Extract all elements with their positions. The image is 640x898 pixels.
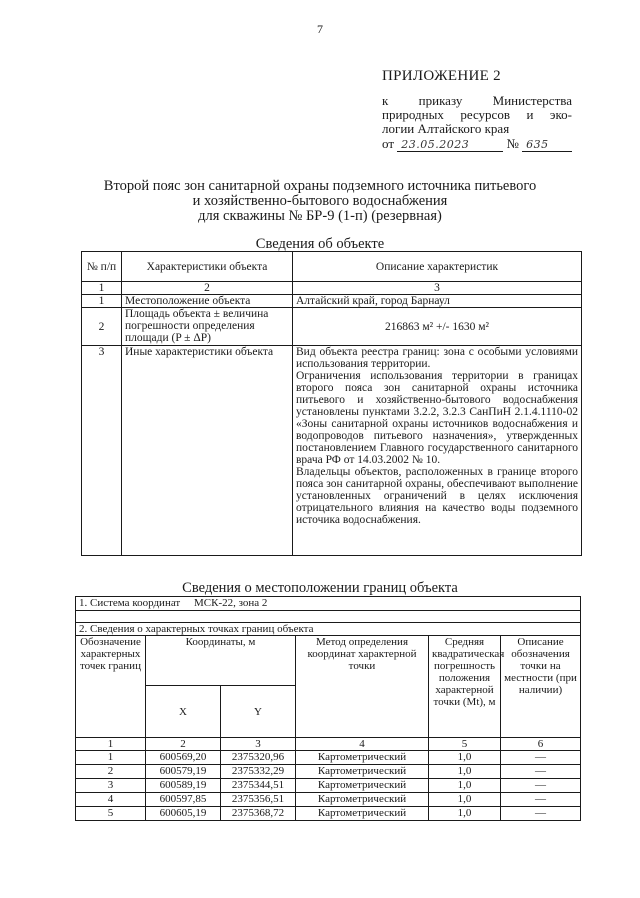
coord-x: 600605,19 [146, 807, 221, 821]
coordinate-system-row [76, 597, 581, 611]
method: Картометрический [296, 751, 429, 765]
method: Картометрический [296, 765, 429, 779]
point-number: 3 [76, 779, 146, 793]
coord-y: 2375332,29 [221, 765, 296, 779]
title-line: Второй пояс зон санитарной охраны подземного источника питьевого [103, 178, 537, 194]
table-row [82, 308, 582, 346]
order-line: логии Алтайского края [382, 121, 510, 136]
column-number: 1 [82, 282, 122, 295]
characteristic-value: 216863 м² +/- 1630 м² [293, 308, 582, 346]
handwritten-date: 23.05.2023 [397, 138, 503, 152]
table-row [76, 779, 581, 793]
description-paragraph: Ограничения использования территории в границах второго пояса зон санитарной охраны источника питьевого и хозяйственно-бытового водоснабжения установлены пунктами 3.2.2, 3.2.3 СанПиН 2.1.4.1110-02 «Зоны санитарной охраны источников водоснабжения и водопроводов питьевого назначения», утвержденных постановлением Главного государственного санитарного врача РФ от 14.03.2002 № 10. [296, 370, 578, 466]
column-number: 1 [76, 738, 146, 751]
order-reference [382, 94, 572, 136]
header-cell: № п/п [82, 252, 122, 282]
mt-value: 1,0 [429, 807, 501, 821]
header-cell-y: Y [221, 686, 296, 738]
coord-x: 600597,85 [146, 793, 221, 807]
date-prefix: от [382, 136, 395, 151]
characteristic-name: Площадь объекта ± величина погрешности определения площади (P ± ΔP) [122, 308, 293, 346]
coord-x: 600589,19 [146, 779, 221, 793]
coordinate-system-cell [76, 597, 581, 611]
point-description: — [501, 779, 581, 793]
coordinates-table [75, 596, 581, 821]
row-number: 1 [82, 295, 122, 308]
table-header-row [76, 636, 581, 686]
handwritten-number: 635 [522, 138, 572, 152]
coordinate-system-label: 1. Система координат [79, 597, 181, 609]
table-row [82, 295, 582, 308]
table-row [76, 765, 581, 779]
column-number: 3 [221, 738, 296, 751]
method: Картометрический [296, 779, 429, 793]
header-cell: Характеристики объекта [122, 252, 293, 282]
coord-y: 2375356,51 [221, 793, 296, 807]
column-numbers-row [76, 738, 581, 751]
table-row [76, 751, 581, 765]
column-numbers-row [82, 282, 582, 295]
column-number: 3 [293, 282, 582, 295]
row-number: 3 [82, 346, 122, 556]
column-number: 2 [146, 738, 221, 751]
point-number: 5 [76, 807, 146, 821]
header-cell: Описание обозначения точки на местности (при наличии) [501, 636, 581, 738]
coord-y: 2375344,51 [221, 779, 296, 793]
empty-cell [76, 611, 581, 623]
method: Картометрический [296, 807, 429, 821]
coord-x: 600569,20 [146, 751, 221, 765]
object-table [81, 251, 582, 556]
mt-value: 1,0 [429, 779, 501, 793]
header-cell: Средняя квадратическая погрешность положения характерной точки (Mt), м [429, 636, 501, 738]
coord-y: 2375320,96 [221, 751, 296, 765]
points-label-row [76, 623, 581, 636]
point-number: 1 [76, 751, 146, 765]
description-paragraph: Вид объекта реестра границ: зона с особыми условиями использования территории. [296, 346, 578, 370]
table-row [82, 346, 582, 556]
point-description: — [501, 751, 581, 765]
column-number: 2 [122, 282, 293, 295]
number-prefix: № [506, 136, 519, 151]
order-line: природных ресурсов и эко- [382, 107, 572, 122]
description-paragraph: Владельцы объектов, расположенных в границе второго пояса зон санитарной охраны, обеспечивают выполнение установленных ограничений в целях исключения отрицательного влияния на качество воды подземного источика водоснабжения. [296, 466, 578, 526]
order-line: к приказу Министерства [382, 93, 572, 108]
header-cell: Метод определения координат характерной точки [296, 636, 429, 738]
header-cell: Описание характеристик [293, 252, 582, 282]
point-description: — [501, 807, 581, 821]
table-row [76, 807, 581, 821]
column-number: 6 [501, 738, 581, 751]
point-number: 2 [76, 765, 146, 779]
spacer-row [76, 611, 581, 623]
coords-section-title: Сведения о местоположении границ объекта [182, 580, 458, 596]
title-line: для скважины № БР-9 (1-п) (резервная) [198, 208, 442, 224]
points-label: 2. Сведения о характерных точках границ объекта [76, 623, 581, 636]
column-number: 4 [296, 738, 429, 751]
object-section-title: Сведения об объекте [255, 236, 385, 252]
header-cell: Координаты, м [146, 636, 296, 686]
title-line: и хозяйственно-бытового водоснабжения [192, 193, 448, 209]
method: Картометрический [296, 793, 429, 807]
order-date-line [382, 136, 572, 152]
page-number: 7 [317, 22, 323, 36]
table-header-row [82, 252, 582, 282]
characteristic-name: Местоположение объекта [122, 295, 293, 308]
table-row [76, 793, 581, 807]
point-description: — [501, 793, 581, 807]
column-number: 5 [429, 738, 501, 751]
coord-y: 2375368,72 [221, 807, 296, 821]
point-number: 4 [76, 793, 146, 807]
header-cell: Обозначение характерных точек границ [76, 636, 146, 738]
point-description: — [501, 765, 581, 779]
mt-value: 1,0 [429, 793, 501, 807]
coord-x: 600579,19 [146, 765, 221, 779]
coordinate-system-value: МСК-22, зона 2 [193, 597, 268, 609]
appendix-title: ПРИЛОЖЕНИЕ 2 [382, 68, 501, 84]
document-title [60, 179, 580, 224]
characteristic-description [293, 346, 582, 556]
row-number: 2 [82, 308, 122, 346]
characteristic-value: Алтайский край, город Барнаул [293, 295, 582, 308]
mt-value: 1,0 [429, 765, 501, 779]
header-cell-x: X [146, 686, 221, 738]
characteristic-name: Иные характеристики объекта [122, 346, 293, 556]
mt-value: 1,0 [429, 751, 501, 765]
